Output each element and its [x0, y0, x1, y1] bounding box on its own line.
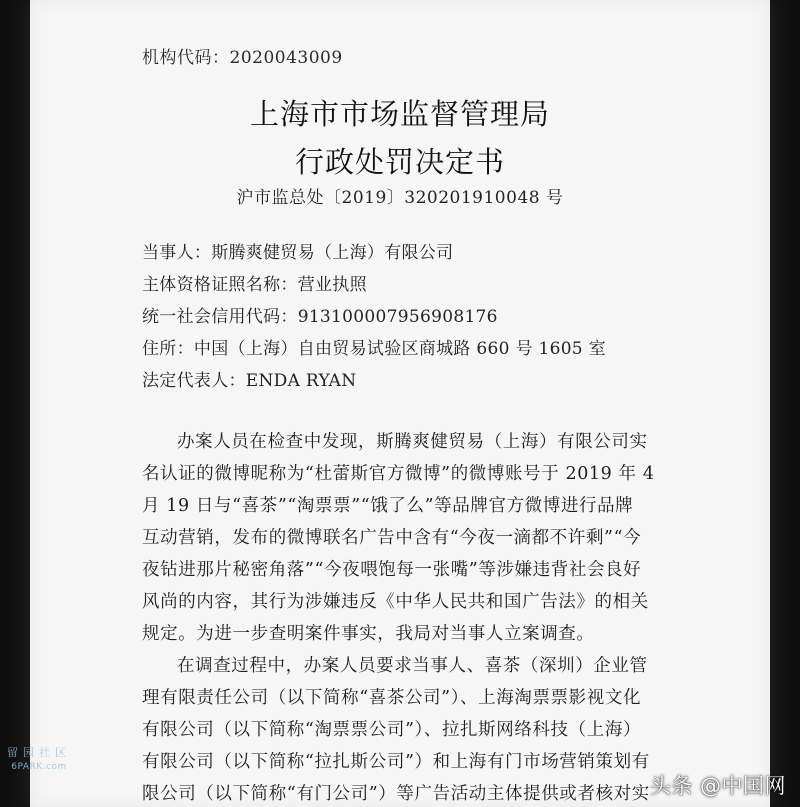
- paragraph-2-line: 有限公司（以下简称“拉扎斯公司”）和上海有门市场营销策划有: [142, 752, 650, 772]
- paragraph-2-line: 理有限责任公司（以下简称“喜茶公司”）、上海淘票票影视文化: [142, 688, 642, 708]
- paragraph-2-line: 限公司（以下简称“有门公司”）等广告活动主体提供或者核对实: [142, 784, 650, 804]
- paragraph-1-line: 月 19 日与“喜茶”“淘票票”“饿了么”等品牌官方微博进行品牌: [142, 496, 634, 516]
- forum-watermark: [2, 744, 76, 772]
- issuing-authority-title: 上海市市场监督管理局: [249, 97, 550, 131]
- paragraph-2-line: 在调查过程中，办案人员要求当事人、喜茶（深圳）企业管: [177, 656, 648, 676]
- paragraph-1-line: 风尚的内容，其行为涉嫌违反《中华人民共和国广告法》的相关: [142, 592, 649, 612]
- paragraph-1-line: 互动营销，发布的微博联名广告中含有“今夜一滴都不许剩”“今: [142, 528, 642, 548]
- paragraph-1-line: 名认证的微博昵称为“杜蕾斯官方微博”的微博账号于 2019 年 4: [142, 464, 655, 484]
- paragraph-2-line: 有限公司（以下简称“淘票票公司”）、拉扎斯网络科技（上海）: [142, 720, 642, 740]
- address: 住所：中国（上海）自由贸易试验区商城路 660 号 1605 室: [142, 339, 606, 359]
- document-type-title: 行政处罚决定书: [294, 145, 505, 179]
- org-code: 机构代码：2020043009: [142, 48, 343, 68]
- watermark-en-text: 6PARK.com: [11, 762, 67, 772]
- legal-representative: 法定代表人：ENDA RYAN: [142, 371, 357, 391]
- paragraph-1-line: 规定。为进一步查明案件事实，我局对当事人立案调查。: [142, 624, 595, 644]
- party-name: 当事人：斯腾爽健贸易（上海）有限公司: [142, 243, 454, 263]
- license-type: 主体资格证照名称：营业执照: [142, 275, 367, 295]
- source-watermark: 头条 @中国网: [649, 774, 786, 798]
- paragraph-1-line: 办案人员在检查中发现，斯腾爽健贸易（上海）有限公司实: [177, 432, 648, 452]
- credit-code: 统一社会信用代码：91310000795690817​6: [142, 307, 498, 327]
- paragraph-1-line: 夜钻进那片秘密角落”“今夜喂饱每一张嘴”等涉嫌违背社会良好: [142, 560, 642, 580]
- watermark-cn-text: 留园社区: [7, 746, 71, 759]
- document-number: 沪市监总处〔2019〕320201910048 号: [236, 188, 564, 208]
- document-page: [30, 0, 770, 807]
